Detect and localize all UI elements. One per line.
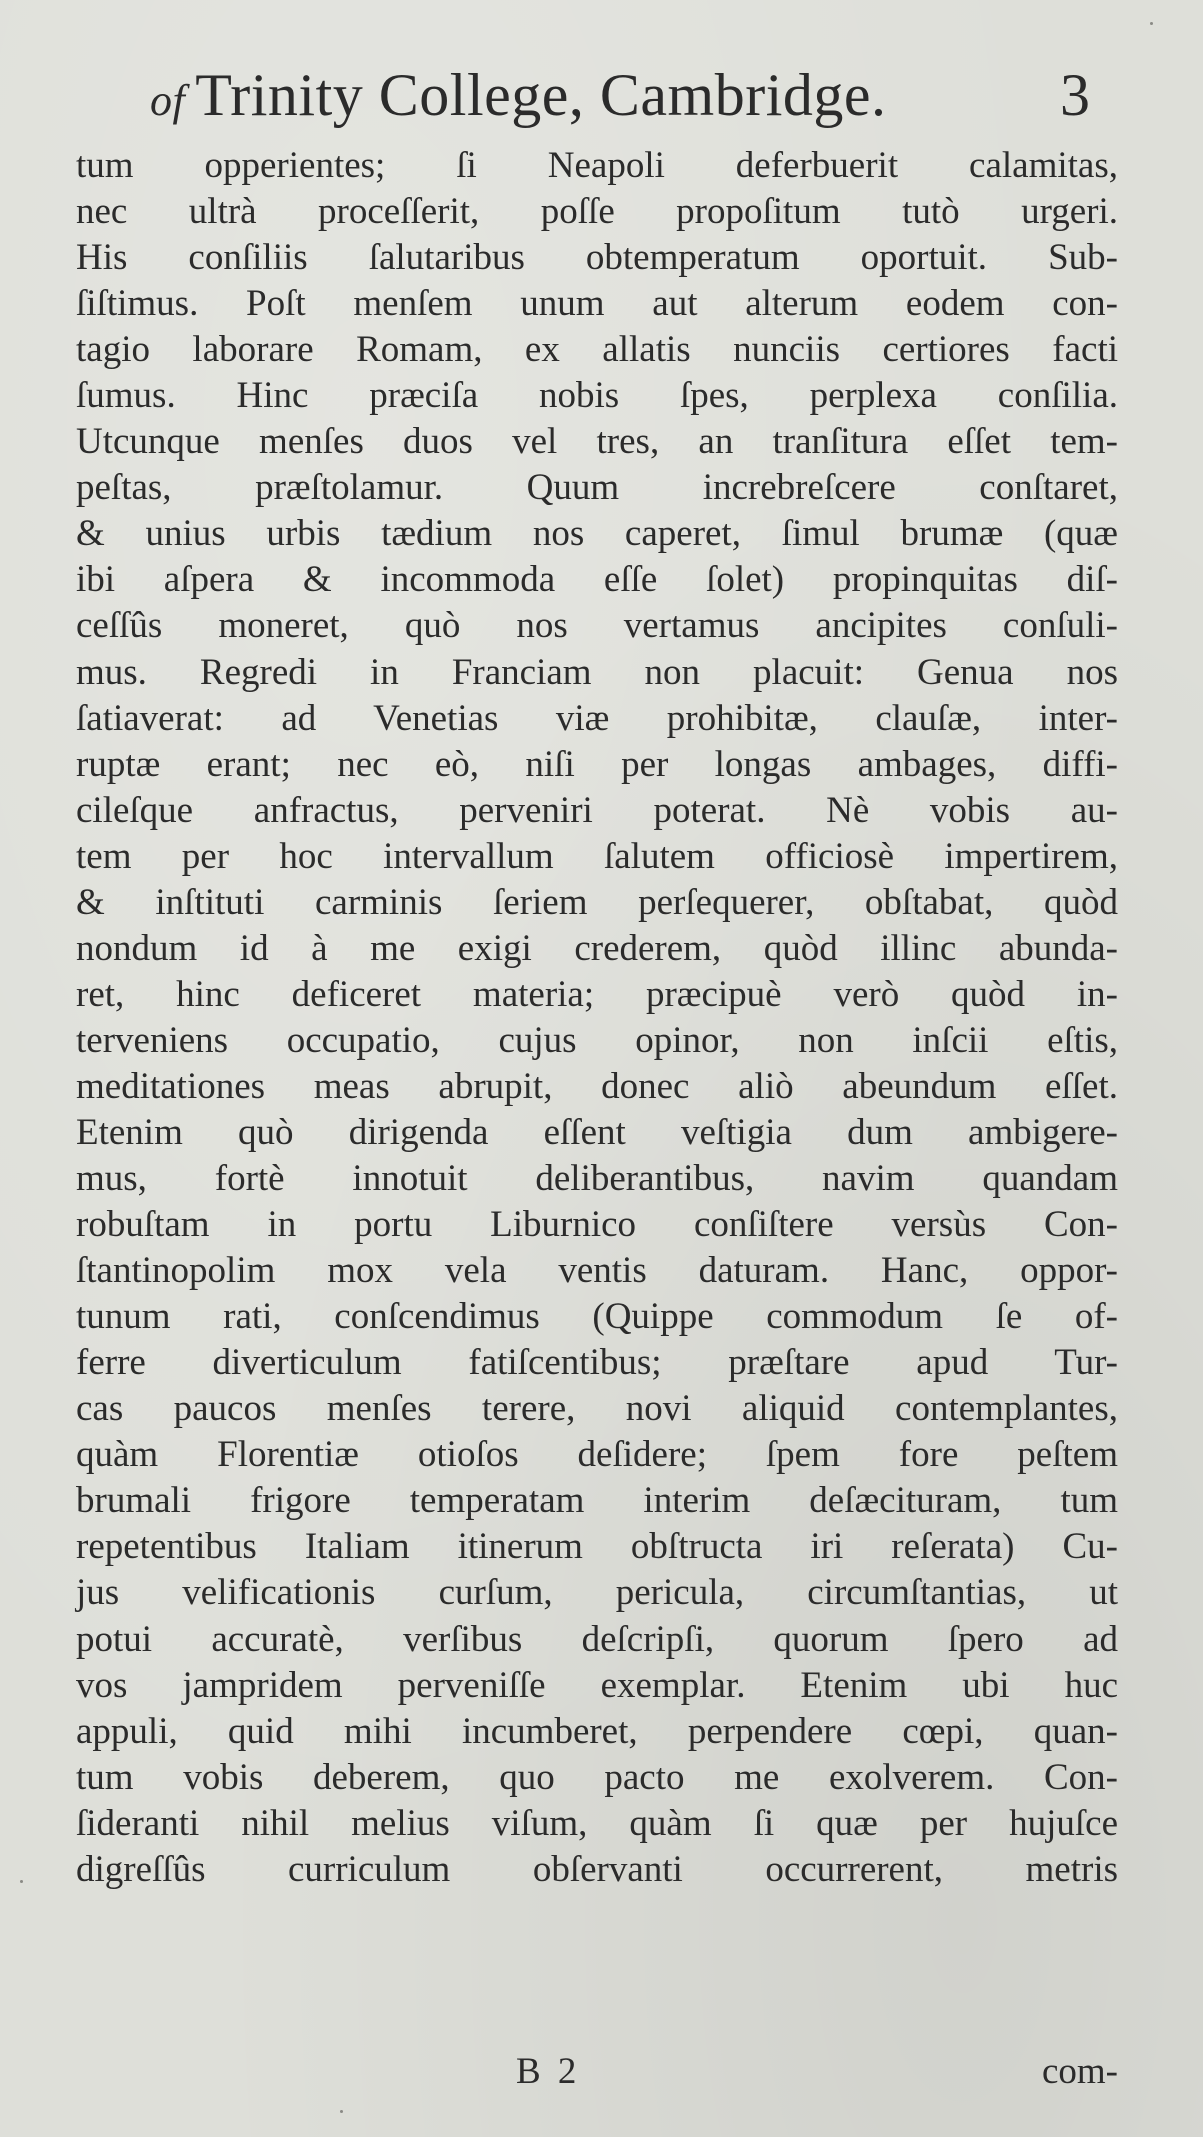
text-line: brumali frigore temperatam interim deſæcituram, tum <box>76 1480 1118 1522</box>
page-header <box>150 50 1100 140</box>
running-head <box>150 50 887 146</box>
text-line: peſtas, præſtolamur. Quum increbreſcere conſtaret, <box>76 467 1118 509</box>
text-line: tum vobis deberem, quo pacto me exolverem. Con- <box>76 1756 1118 1798</box>
text-line: His conſiliis ſalutaribus obtemperatum oportuit. Sub- <box>76 237 1118 279</box>
text-line: jus velificationis curſum, pericula, circumſtantias, ut <box>76 1572 1118 1614</box>
text-line: robuſtam in portu Liburnico conſiſtere versùs Con- <box>76 1204 1118 1246</box>
text-line: nec ultrà proceſſerit, poſſe propoſitum tutò urgeri. <box>76 191 1118 233</box>
text-line: mus. Regredi in Franciam non placuit: Genua nos <box>76 651 1118 693</box>
text-line: ſideranti nihil melius viſum, quàm ſi quæ per hujuſce <box>76 1802 1118 1844</box>
text-line: cas paucos menſes terere, novi aliquid contemplantes, <box>76 1388 1118 1430</box>
text-line: tagio laborare Romam, ex allatis nunciis certiores facti <box>76 329 1118 371</box>
running-head-title: Trinity College, Cambridge. <box>195 62 887 128</box>
text-line: ruptæ erant; nec eò, niſi per longas ambages, diffi- <box>76 743 1118 785</box>
text-line: tunum rati, conſcendimus (Quippe commodum ſe of- <box>76 1296 1118 1338</box>
text-line: Utcunque menſes duos vel tres, an tranſitura eſſet tem- <box>76 421 1118 463</box>
text-line: tum opperientes; ſi Neapoli deferbuerit calamitas, <box>76 145 1118 186</box>
body-text <box>76 143 1118 1893</box>
text-line: & unius urbis tædium nos caperet, ſimul brumæ (quæ <box>76 513 1118 555</box>
catchword: com- <box>1041 2051 1118 2092</box>
text-line: ſtantinopolim mox vela ventis daturam. Hanc, oppor- <box>76 1250 1118 1292</box>
text-line: nondum id à me exigi crederem, quòd illinc abunda- <box>76 927 1118 969</box>
text-line: repetentibus Italiam itinerum obſtructa iri reſerata) Cu- <box>76 1526 1118 1568</box>
page-number: 3 <box>1060 62 1090 128</box>
text-line: ferre diverticulum fatiſcentibus; præſtare apud Tur- <box>76 1342 1118 1384</box>
text-line: quàm Florentiæ otioſos deſidere; ſpem fore peſtem <box>76 1434 1118 1476</box>
text-line: potui accuratè, verſibus deſcripſi, quorum ſpero ad <box>76 1618 1118 1660</box>
text-line: digreſſûs curriculum obſervanti occurrerent, metris <box>76 1848 1118 1890</box>
text-line: meditationes meas abrupit, donec aliò abeundum eſſet. <box>76 1065 1118 1107</box>
signature-mark: B 2 <box>516 2051 581 2092</box>
text-line: mus, fortè innotuit deliberantibus, navim quandam <box>76 1158 1118 1200</box>
running-head-of: of <box>150 76 186 125</box>
text-line: cileſque anfractus, perveniri poterat. Nè vobis au- <box>76 789 1118 831</box>
text-line: ſatiaverat: ad Venetias viæ prohibitæ, clauſæ, inter- <box>76 697 1118 739</box>
page-footer <box>76 2047 1118 2097</box>
paper-speck <box>20 1880 23 1883</box>
text-line: tem per hoc intervallum ſalutem officiosè impertirem, <box>76 835 1118 877</box>
text-line: vos jampridem perveniſſe exemplar. Etenim ubi huc <box>76 1664 1118 1706</box>
text-line: Etenim quò dirigenda eſſent veſtigia dum ambigere- <box>76 1111 1118 1153</box>
text-line: ſiſtimus. Poſt menſem unum aut alterum eodem con- <box>76 283 1118 325</box>
text-line: ceſſûs moneret, quò nos vertamus ancipites conſuli- <box>76 605 1118 647</box>
text-line: terveniens occupatio, cujus opinor, non inſcii eſtis, <box>76 1019 1118 1061</box>
text-line: & inſtituti carminis ſeriem perſequerer, obſtabat, quòd <box>76 881 1118 923</box>
text-line: appuli, quid mihi incumberet, perpendere cœpi, quan- <box>76 1710 1118 1752</box>
paper-speck <box>1150 22 1153 25</box>
paper-speck <box>340 2110 343 2113</box>
text-line: ſumus. Hinc præciſa nobis ſpes, perplexa conſilia. <box>76 375 1118 417</box>
text-line: ret, hinc deficeret materia; præcipuè verò quòd in- <box>76 973 1118 1015</box>
text-line: ibi aſpera & incommoda eſſe ſolet) propinquitas diſ- <box>76 559 1118 601</box>
